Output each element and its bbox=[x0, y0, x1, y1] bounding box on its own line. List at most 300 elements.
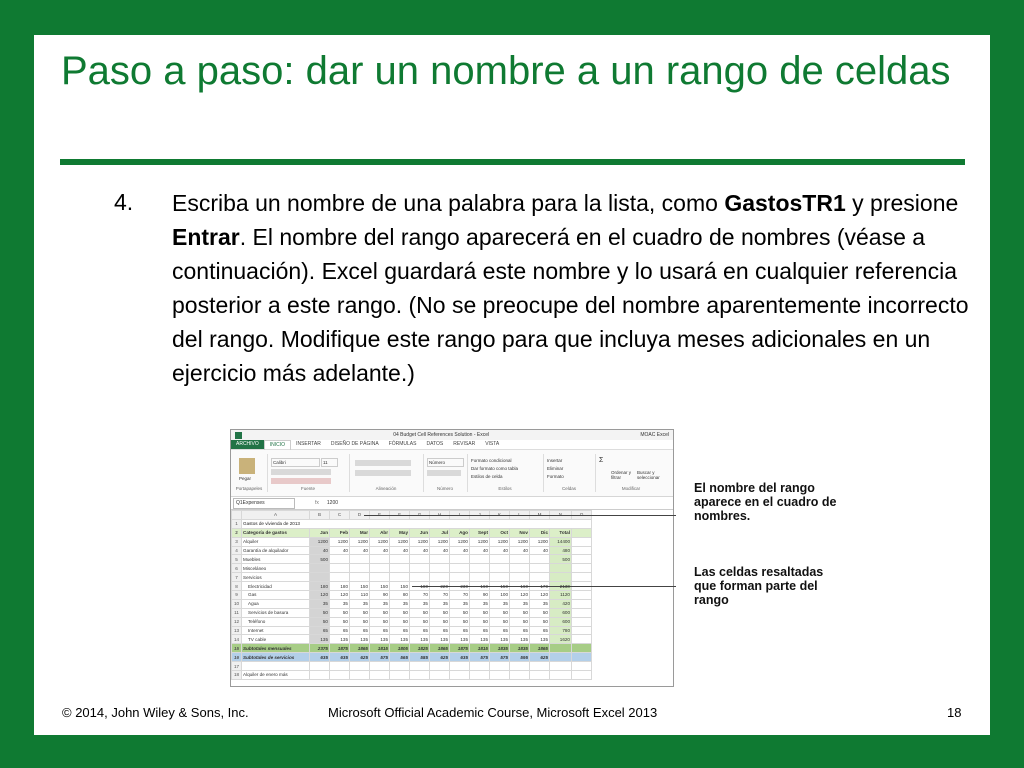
subtotal-cell[interactable]: 585 bbox=[410, 653, 430, 662]
paste-icon[interactable] bbox=[239, 458, 255, 474]
column-header[interactable]: C bbox=[330, 511, 350, 520]
value-cell[interactable]: 35 bbox=[350, 599, 370, 608]
value-cell[interactable]: 35 bbox=[370, 599, 390, 608]
value-cell[interactable] bbox=[390, 555, 410, 564]
value-cell[interactable] bbox=[410, 564, 430, 573]
header-cell[interactable]: May bbox=[390, 528, 410, 537]
category-cell[interactable]: Servicios de basura bbox=[242, 608, 310, 617]
value-cell[interactable]: 135 bbox=[330, 635, 350, 644]
category-cell[interactable]: Electricidad bbox=[242, 582, 310, 591]
value-cell[interactable] bbox=[450, 564, 470, 573]
value-cell[interactable]: 50 bbox=[330, 608, 350, 617]
value-cell[interactable]: 135 bbox=[490, 635, 510, 644]
header-cell[interactable]: Jan bbox=[310, 528, 330, 537]
value-cell[interactable]: 135 bbox=[470, 635, 490, 644]
subtotal-cell[interactable]: 625 bbox=[350, 653, 370, 662]
value-cell[interactable]: 135 bbox=[510, 635, 530, 644]
value-cell[interactable]: 65 bbox=[370, 626, 390, 635]
value-cell[interactable]: 50 bbox=[530, 617, 550, 626]
alignment-buttons[interactable] bbox=[355, 460, 411, 466]
category-cell[interactable]: Agua bbox=[242, 599, 310, 608]
value-cell[interactable] bbox=[330, 564, 350, 573]
row-header[interactable]: 7 bbox=[232, 573, 242, 582]
table-cell[interactable] bbox=[310, 671, 330, 680]
value-cell[interactable] bbox=[530, 564, 550, 573]
table-cell[interactable] bbox=[572, 662, 592, 671]
table-cell[interactable] bbox=[572, 635, 592, 644]
value-cell[interactable]: 65 bbox=[530, 626, 550, 635]
value-cell[interactable]: 40 bbox=[410, 546, 430, 555]
value-cell[interactable]: 150 bbox=[370, 582, 390, 591]
value-cell[interactable]: 35 bbox=[330, 599, 350, 608]
value-cell[interactable]: 35 bbox=[430, 599, 450, 608]
header-cell[interactable]: Categoría de gastos bbox=[242, 528, 310, 537]
subtotal-cell[interactable]: 1815 bbox=[370, 644, 390, 653]
table-cell[interactable] bbox=[572, 564, 592, 573]
format-button[interactable]: Formato bbox=[547, 474, 564, 479]
table-cell[interactable] bbox=[390, 671, 410, 680]
category-cell[interactable]: Servicios bbox=[242, 573, 310, 582]
value-cell[interactable]: 65 bbox=[310, 626, 330, 635]
value-cell[interactable]: 90 bbox=[470, 591, 490, 600]
value-cell[interactable]: 50 bbox=[510, 617, 530, 626]
value-cell[interactable] bbox=[450, 555, 470, 564]
header-cell[interactable]: Nov bbox=[510, 528, 530, 537]
value-cell[interactable]: 780 bbox=[550, 626, 572, 635]
find-select-button[interactable]: Buscar y seleccionar bbox=[637, 470, 660, 480]
row-header[interactable]: 5 bbox=[232, 555, 242, 564]
table-cell[interactable] bbox=[350, 662, 370, 671]
delete-button[interactable]: Eliminar bbox=[547, 466, 564, 471]
value-cell[interactable]: 1200 bbox=[350, 537, 370, 546]
value-cell[interactable]: 50 bbox=[350, 617, 370, 626]
table-cell[interactable] bbox=[510, 662, 530, 671]
formula-value[interactable]: 1200 bbox=[326, 500, 339, 506]
table-cell[interactable] bbox=[572, 555, 592, 564]
value-cell[interactable] bbox=[450, 573, 470, 582]
value-cell[interactable]: 180 bbox=[310, 582, 330, 591]
value-cell[interactable]: 35 bbox=[510, 599, 530, 608]
value-cell[interactable]: 1200 bbox=[330, 537, 350, 546]
value-cell[interactable]: 40 bbox=[350, 546, 370, 555]
sheet-title-cell[interactable]: Gastos de vivienda de 2013 bbox=[242, 519, 592, 528]
value-cell[interactable]: 120 bbox=[330, 591, 350, 600]
header-cell[interactable]: Jul bbox=[430, 528, 450, 537]
row-header[interactable]: 12 bbox=[232, 617, 242, 626]
value-cell[interactable]: 65 bbox=[330, 626, 350, 635]
value-cell[interactable]: 500 bbox=[550, 555, 572, 564]
autosum-icon[interactable]: Σ bbox=[599, 457, 604, 464]
value-cell[interactable]: 35 bbox=[470, 599, 490, 608]
value-cell[interactable] bbox=[510, 564, 530, 573]
row-header[interactable]: 9 bbox=[232, 591, 242, 600]
value-cell[interactable]: 120 bbox=[530, 591, 550, 600]
table-cell[interactable] bbox=[470, 662, 490, 671]
table-cell[interactable] bbox=[530, 671, 550, 680]
value-cell[interactable] bbox=[550, 564, 572, 573]
table-cell[interactable] bbox=[430, 671, 450, 680]
value-cell[interactable]: 135 bbox=[530, 635, 550, 644]
subtotal-cell[interactable]: 1825 bbox=[410, 644, 430, 653]
value-cell[interactable]: 50 bbox=[470, 608, 490, 617]
value-cell[interactable]: 80 bbox=[390, 591, 410, 600]
column-header[interactable]: B bbox=[310, 511, 330, 520]
value-cell[interactable]: 40 bbox=[450, 546, 470, 555]
row-header[interactable]: 10 bbox=[232, 599, 242, 608]
ribbon-tab[interactable]: FÓRMULAS bbox=[388, 441, 417, 447]
font-name-dropdown[interactable]: Calibri bbox=[271, 458, 320, 467]
header-cell[interactable]: Feb bbox=[330, 528, 350, 537]
value-cell[interactable]: 50 bbox=[450, 608, 470, 617]
table-cell[interactable] bbox=[572, 617, 592, 626]
value-cell[interactable]: 14400 bbox=[550, 537, 572, 546]
value-cell[interactable]: 90 bbox=[370, 591, 390, 600]
category-cell[interactable]: Alquiler de enero más bbox=[242, 671, 310, 680]
table-cell[interactable] bbox=[572, 608, 592, 617]
value-cell[interactable]: 50 bbox=[390, 617, 410, 626]
subtotal-cell[interactable]: 1865 bbox=[430, 644, 450, 653]
subtotal-cell[interactable]: 1865 bbox=[530, 644, 550, 653]
value-cell[interactable]: 135 bbox=[310, 635, 330, 644]
row-header[interactable]: 3 bbox=[232, 537, 242, 546]
table-cell[interactable] bbox=[410, 671, 430, 680]
column-header[interactable]: D bbox=[350, 511, 370, 520]
value-cell[interactable] bbox=[430, 555, 450, 564]
value-cell[interactable] bbox=[530, 555, 550, 564]
header-cell[interactable]: Dic bbox=[530, 528, 550, 537]
ribbon-tab[interactable]: DISEÑO DE PÁGINA bbox=[330, 441, 379, 447]
table-cell[interactable] bbox=[550, 662, 572, 671]
value-cell[interactable]: 50 bbox=[430, 617, 450, 626]
row-header[interactable]: 18 bbox=[232, 671, 242, 680]
value-cell[interactable] bbox=[350, 573, 370, 582]
value-cell[interactable]: 50 bbox=[490, 608, 510, 617]
category-cell[interactable]: Internet bbox=[242, 626, 310, 635]
value-cell[interactable]: 50 bbox=[370, 608, 390, 617]
value-cell[interactable]: 50 bbox=[330, 617, 350, 626]
subtotal-cell[interactable]: 1865 bbox=[350, 644, 370, 653]
value-cell[interactable] bbox=[370, 573, 390, 582]
value-cell[interactable]: 40 bbox=[490, 546, 510, 555]
ribbon-tab[interactable]: REVISAR bbox=[453, 441, 476, 447]
row-header[interactable]: 14 bbox=[232, 635, 242, 644]
row-header[interactable]: 16 bbox=[232, 653, 242, 662]
subtotal-cell[interactable]: 625 bbox=[430, 653, 450, 662]
value-cell[interactable]: 50 bbox=[370, 617, 390, 626]
value-cell[interactable] bbox=[370, 555, 390, 564]
value-cell[interactable]: 40 bbox=[430, 546, 450, 555]
table-cell[interactable] bbox=[572, 573, 592, 582]
value-cell[interactable] bbox=[390, 564, 410, 573]
table-cell[interactable] bbox=[572, 599, 592, 608]
value-cell[interactable]: 65 bbox=[430, 626, 450, 635]
header-cell[interactable]: Abr bbox=[370, 528, 390, 537]
value-cell[interactable]: 1200 bbox=[450, 537, 470, 546]
value-cell[interactable]: 50 bbox=[410, 617, 430, 626]
value-cell[interactable]: 65 bbox=[450, 626, 470, 635]
row-header[interactable]: 2 bbox=[232, 528, 242, 537]
value-cell[interactable] bbox=[310, 573, 330, 582]
value-cell[interactable]: 1200 bbox=[470, 537, 490, 546]
row-header[interactable]: 6 bbox=[232, 564, 242, 573]
table-cell[interactable] bbox=[410, 662, 430, 671]
value-cell[interactable]: 135 bbox=[350, 635, 370, 644]
value-cell[interactable]: 1120 bbox=[550, 591, 572, 600]
value-cell[interactable]: 180 bbox=[330, 582, 350, 591]
value-cell[interactable]: 35 bbox=[490, 599, 510, 608]
subtotal-cell[interactable]: 1875 bbox=[330, 644, 350, 653]
subtotal-cell[interactable] bbox=[550, 644, 572, 653]
table-cell[interactable] bbox=[242, 662, 310, 671]
value-cell[interactable]: 50 bbox=[310, 617, 330, 626]
value-cell[interactable]: 1200 bbox=[430, 537, 450, 546]
value-cell[interactable]: 1200 bbox=[510, 537, 530, 546]
value-cell[interactable] bbox=[350, 564, 370, 573]
category-cell[interactable]: Muebles bbox=[242, 555, 310, 564]
value-cell[interactable]: 50 bbox=[390, 608, 410, 617]
header-cell[interactable]: Mar bbox=[350, 528, 370, 537]
value-cell[interactable] bbox=[430, 573, 450, 582]
value-cell[interactable] bbox=[470, 564, 490, 573]
value-cell[interactable]: 40 bbox=[370, 546, 390, 555]
value-cell[interactable]: 150 bbox=[350, 582, 370, 591]
subtotal-cell[interactable] bbox=[550, 653, 572, 662]
table-cell[interactable] bbox=[572, 537, 592, 546]
value-cell[interactable]: 50 bbox=[350, 608, 370, 617]
value-cell[interactable] bbox=[470, 555, 490, 564]
value-cell[interactable]: 135 bbox=[370, 635, 390, 644]
table-cell[interactable] bbox=[550, 671, 572, 680]
table-cell[interactable] bbox=[330, 671, 350, 680]
value-cell[interactable]: 65 bbox=[470, 626, 490, 635]
value-cell[interactable] bbox=[430, 564, 450, 573]
table-cell[interactable] bbox=[470, 671, 490, 680]
value-cell[interactable]: 1620 bbox=[550, 635, 572, 644]
subtotal-label[interactable]: Subtotales de servicios bbox=[242, 653, 310, 662]
value-cell[interactable]: 50 bbox=[490, 617, 510, 626]
value-cell[interactable]: 35 bbox=[450, 599, 470, 608]
value-cell[interactable]: 1200 bbox=[370, 537, 390, 546]
category-cell[interactable]: TV cable bbox=[242, 635, 310, 644]
value-cell[interactable] bbox=[510, 555, 530, 564]
table-cell[interactable] bbox=[370, 671, 390, 680]
value-cell[interactable] bbox=[330, 555, 350, 564]
value-cell[interactable] bbox=[490, 564, 510, 573]
worksheet-grid[interactable] bbox=[231, 510, 592, 680]
value-cell[interactable]: 50 bbox=[510, 608, 530, 617]
value-cell[interactable]: 1200 bbox=[530, 537, 550, 546]
value-cell[interactable]: 600 bbox=[550, 617, 572, 626]
value-cell[interactable] bbox=[390, 573, 410, 582]
value-cell[interactable]: 600 bbox=[550, 608, 572, 617]
value-cell[interactable]: 50 bbox=[310, 608, 330, 617]
number-format-dropdown[interactable]: Número bbox=[427, 458, 464, 467]
value-cell[interactable] bbox=[310, 564, 330, 573]
value-cell[interactable]: 65 bbox=[410, 626, 430, 635]
subtotal-cell[interactable]: 1835 bbox=[490, 644, 510, 653]
value-cell[interactable]: 1200 bbox=[410, 537, 430, 546]
table-cell[interactable] bbox=[572, 528, 592, 537]
value-cell[interactable]: 35 bbox=[410, 599, 430, 608]
table-cell[interactable] bbox=[490, 671, 510, 680]
table-cell[interactable] bbox=[572, 591, 592, 600]
row-header[interactable]: 8 bbox=[232, 582, 242, 591]
value-cell[interactable]: 40 bbox=[330, 546, 350, 555]
table-cell[interactable] bbox=[572, 671, 592, 680]
table-cell[interactable] bbox=[510, 671, 530, 680]
value-cell[interactable]: 35 bbox=[390, 599, 410, 608]
fx-icon[interactable]: fx bbox=[315, 500, 319, 506]
value-cell[interactable]: 40 bbox=[470, 546, 490, 555]
row-header[interactable]: 17 bbox=[232, 662, 242, 671]
table-cell[interactable] bbox=[530, 662, 550, 671]
subtotal-cell[interactable]: 575 bbox=[490, 653, 510, 662]
subtotal-cell[interactable]: 565 bbox=[390, 653, 410, 662]
value-cell[interactable]: 110 bbox=[350, 591, 370, 600]
value-cell[interactable]: 70 bbox=[430, 591, 450, 600]
table-cell[interactable] bbox=[310, 662, 330, 671]
value-cell[interactable] bbox=[530, 573, 550, 582]
sort-filter-button[interactable]: Ordenar y filtrar bbox=[611, 470, 632, 480]
value-cell[interactable] bbox=[470, 573, 490, 582]
table-cell[interactable] bbox=[572, 653, 592, 662]
table-cell[interactable] bbox=[572, 546, 592, 555]
header-cell[interactable]: Sept bbox=[470, 528, 490, 537]
category-cell[interactable]: Alquiler bbox=[242, 537, 310, 546]
value-cell[interactable] bbox=[490, 573, 510, 582]
subtotal-cell[interactable]: 1805 bbox=[390, 644, 410, 653]
column-header[interactable]: A bbox=[242, 511, 310, 520]
table-cell[interactable] bbox=[450, 662, 470, 671]
category-cell[interactable]: Misceláneo bbox=[242, 564, 310, 573]
value-cell[interactable]: 70 bbox=[410, 591, 430, 600]
value-cell[interactable]: 120 bbox=[310, 591, 330, 600]
value-cell[interactable]: 40 bbox=[510, 546, 530, 555]
conditional-format-button[interactable]: Formato condicional bbox=[471, 458, 512, 463]
value-cell[interactable]: 135 bbox=[390, 635, 410, 644]
value-cell[interactable]: 135 bbox=[430, 635, 450, 644]
value-cell[interactable]: 50 bbox=[430, 608, 450, 617]
value-cell[interactable]: 135 bbox=[410, 635, 430, 644]
header-cell[interactable]: Total bbox=[550, 528, 572, 537]
value-cell[interactable]: 120 bbox=[510, 591, 530, 600]
subtotal-cell[interactable]: 595 bbox=[510, 653, 530, 662]
value-cell[interactable]: 50 bbox=[530, 608, 550, 617]
row-header[interactable]: 13 bbox=[232, 626, 242, 635]
value-cell[interactable] bbox=[410, 555, 430, 564]
value-cell[interactable]: 100 bbox=[490, 591, 510, 600]
ribbon-tab[interactable]: ARCHIVO bbox=[231, 440, 264, 449]
name-box[interactable]: Q1Expenses bbox=[233, 498, 295, 509]
value-cell[interactable] bbox=[490, 555, 510, 564]
subtotal-cell[interactable]: 1815 bbox=[470, 644, 490, 653]
value-cell[interactable]: 40 bbox=[390, 546, 410, 555]
alignment-buttons[interactable] bbox=[355, 470, 411, 476]
subtotal-cell[interactable]: 1835 bbox=[510, 644, 530, 653]
value-cell[interactable] bbox=[410, 573, 430, 582]
header-cell[interactable]: Jun bbox=[410, 528, 430, 537]
table-cell[interactable] bbox=[572, 644, 592, 653]
value-cell[interactable]: 1200 bbox=[390, 537, 410, 546]
value-cell[interactable]: 50 bbox=[410, 608, 430, 617]
value-cell[interactable] bbox=[350, 555, 370, 564]
table-cell[interactable] bbox=[450, 671, 470, 680]
cell-styles-button[interactable]: Estilos de celda bbox=[471, 474, 503, 479]
ribbon-tab[interactable]: INICIO bbox=[264, 440, 291, 450]
table-cell[interactable] bbox=[490, 662, 510, 671]
value-cell[interactable] bbox=[370, 564, 390, 573]
value-cell[interactable]: 150 bbox=[390, 582, 410, 591]
value-cell[interactable] bbox=[550, 573, 572, 582]
value-cell[interactable]: 65 bbox=[490, 626, 510, 635]
header-cell[interactable]: Ago bbox=[450, 528, 470, 537]
ribbon-tab[interactable]: INSERTAR bbox=[296, 441, 321, 447]
subtotal-cell[interactable]: 635 bbox=[450, 653, 470, 662]
category-cell[interactable]: Garantía de alquilador bbox=[242, 546, 310, 555]
subtotal-cell[interactable]: 635 bbox=[310, 653, 330, 662]
font-size-dropdown[interactable]: 11 bbox=[321, 458, 338, 467]
table-cell[interactable] bbox=[370, 662, 390, 671]
insert-button[interactable]: Insertar bbox=[547, 458, 563, 463]
ribbon-tab[interactable]: DATOS bbox=[426, 441, 444, 447]
value-cell[interactable]: 135 bbox=[450, 635, 470, 644]
font-color-buttons[interactable] bbox=[271, 478, 331, 484]
table-cell[interactable] bbox=[430, 662, 450, 671]
value-cell[interactable]: 480 bbox=[550, 546, 572, 555]
number-buttons[interactable] bbox=[427, 470, 461, 476]
subtotal-cell[interactable]: 2375 bbox=[310, 644, 330, 653]
value-cell[interactable] bbox=[510, 573, 530, 582]
table-cell[interactable] bbox=[390, 662, 410, 671]
value-cell[interactable]: 420 bbox=[550, 599, 572, 608]
subtotal-cell[interactable]: 1875 bbox=[450, 644, 470, 653]
value-cell[interactable]: 50 bbox=[450, 617, 470, 626]
subtotal-label[interactable]: Subtotales mensuales bbox=[242, 644, 310, 653]
ribbon-tab[interactable]: VISTA bbox=[485, 441, 500, 447]
row-header[interactable]: 15 bbox=[232, 644, 242, 653]
header-cell[interactable]: Oct bbox=[490, 528, 510, 537]
value-cell[interactable]: 35 bbox=[530, 599, 550, 608]
subtotal-cell[interactable]: 575 bbox=[370, 653, 390, 662]
row-header[interactable]: 1 bbox=[232, 519, 242, 528]
row-header[interactable]: 11 bbox=[232, 608, 242, 617]
font-format-buttons[interactable] bbox=[271, 469, 331, 475]
format-as-table-button[interactable]: Dar formato como tabla bbox=[471, 466, 519, 471]
value-cell[interactable]: 50 bbox=[470, 617, 490, 626]
table-cell[interactable] bbox=[330, 662, 350, 671]
value-cell[interactable]: 40 bbox=[310, 546, 330, 555]
value-cell[interactable]: 65 bbox=[510, 626, 530, 635]
category-cell[interactable]: Teléfono bbox=[242, 617, 310, 626]
subtotal-cell[interactable]: 635 bbox=[330, 653, 350, 662]
subtotal-cell[interactable]: 625 bbox=[530, 653, 550, 662]
value-cell[interactable]: 65 bbox=[390, 626, 410, 635]
corner-cell[interactable] bbox=[232, 511, 242, 520]
value-cell[interactable]: 1200 bbox=[310, 537, 330, 546]
value-cell[interactable]: 500 bbox=[310, 555, 330, 564]
value-cell[interactable]: 1200 bbox=[490, 537, 510, 546]
value-cell[interactable]: 70 bbox=[450, 591, 470, 600]
subtotal-cell[interactable]: 575 bbox=[470, 653, 490, 662]
value-cell[interactable] bbox=[330, 573, 350, 582]
value-cell[interactable]: 40 bbox=[530, 546, 550, 555]
value-cell[interactable]: 35 bbox=[310, 599, 330, 608]
table-cell[interactable] bbox=[350, 671, 370, 680]
table-cell[interactable] bbox=[572, 626, 592, 635]
value-cell[interactable]: 65 bbox=[350, 626, 370, 635]
row-header[interactable]: 4 bbox=[232, 546, 242, 555]
category-cell[interactable]: Gas bbox=[242, 591, 310, 600]
